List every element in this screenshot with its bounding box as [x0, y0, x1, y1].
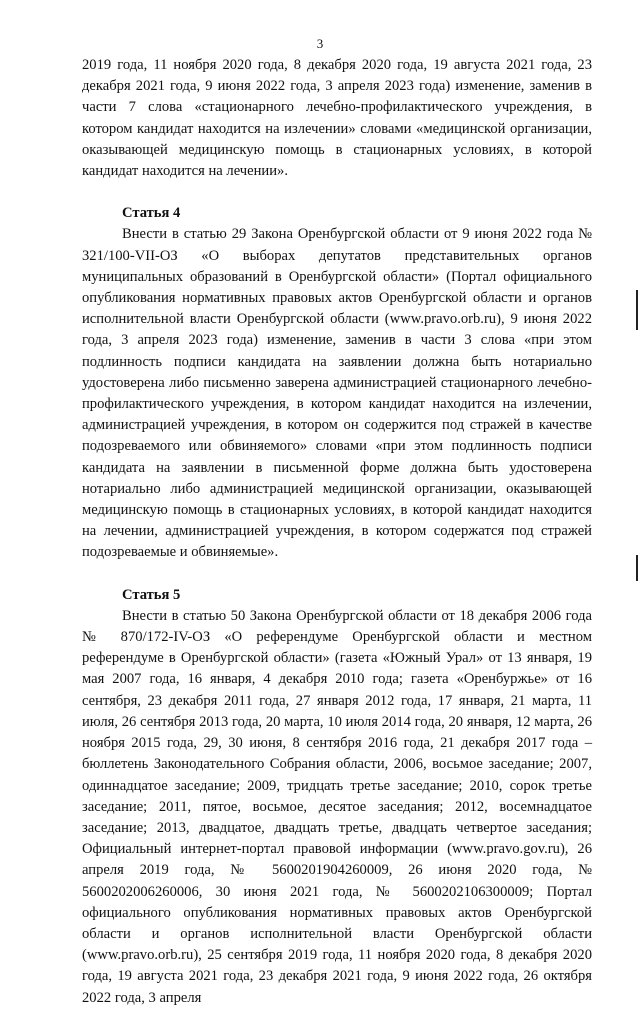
article-5-heading: Статья 5	[122, 586, 181, 603]
article-5-paragraph: Внести в статью 50 Закона Оренбургской области от 18 декабря 2006 года № 870/172-IV-ОЗ «О референдуме Оренбургской области и местном референдуме в Оренбургской области» (газета «Южный Урал» от 13 января, 19 мая 2007 года, 16 января, 4 декабря 2010 года; газета «Оренбуржье» от 16 сентября, 23 декабря 2011 года, 27 января 2012 года, 17 января, 21 марта, 11 июля, 26 сентября 2013 года, 20 марта, 10 июля 2014 года, 20 января, 12 марта, 26 ноября 2015 года, 29, 30 июня, 8 сентября 2016 года, 21 декабря 2017 года – бюллетень Законодательного Собрания области, 2006, восьмое заседание; 2007, одиннадцатое заседание; 2009, тридцать третье заседание; 2010, сорок третье заседание; 2011, пятое, восьмое, десятое заседания; 2012, восемнадцатое заседание; 2013, двадцатое, двадцать третье, двадцать четвертое заседания; Официальный интернет-портал правовой информации (www.pravo.gov.ru), 26 апреля 2019 года, № 5600201904260009, 26 июня 2020 года, № 5600202006260006, 30 июня 2021 года, № 5600202106300009; Портал официального опубликования нормативных правовых актов Оренбургской области и органов исполнительной власти Оренбургской области (www.pravo.orb.ru), 25 сентября 2019 года, 11 ноября 2020 года, 8 декабря 2020 года, 19 августа 2021 года, 23 декабря 2021 года, 9 июня 2022 года, 26 октября 2022 года, 3 апреля	[82, 607, 592, 1006]
document-body	[82, 55, 592, 1009]
intro-paragraph: 2019 года, 11 ноября 2020 года, 8 декабря 2020 года, 19 августа 2021 года, 23 декабря 2021 года, 9 июня 2022 года, 3 апреля 2023 года) изменение, заменив в части 7 слова «стационарного лечебно-профилактического учреждения, в котором кандидат находится на излечении» словами «медицинской организации, оказывающей медицинскую помощь в стационарных условиях, в которой кандидат находится на лечении».	[82, 57, 592, 180]
page-number: 3	[316, 36, 324, 51]
scan-edge-mark	[636, 290, 638, 330]
article-4-paragraph: Внести в статью 29 Закона Оренбургской области от 9 июня 2022 года № 321/100-VII-ОЗ «О выборах депутатов представительных органов муниципальных образований в Оренбургской области» (Портал официального опубликования нормативных правовых актов Оренбургской области и органов исполнительной власти Оренбургской области (www.pravo.orb.ru), 9 июня 2022 года, 3 апреля 2023 года) изменение, заменив в части 3 слова «при этом подлинность подписи кандидата на заявлении должна быть нотариально удостоверена либо письменно заверена администрацией стационарного лечебно-профилактического учреждения, в котором кандидат находится на излечении, администрацией учреждения, в котором он содержится под стражей в качестве подозреваемого или обвиняемого» словами «при этом подлинность подписи кандидата на заявлении в письменной форме должна быть удостоверена нотариально либо администрацией медицинской организации, оказывающей медицинскую помощь в стационарных условиях, в которой кандидат находится на лечении, администрацией учреждения, в котором содержатся под стражей подозреваемые и обвиняемые».	[82, 226, 592, 561]
article-4-heading: Статья 4	[122, 205, 181, 222]
scan-edge-mark	[636, 555, 638, 581]
